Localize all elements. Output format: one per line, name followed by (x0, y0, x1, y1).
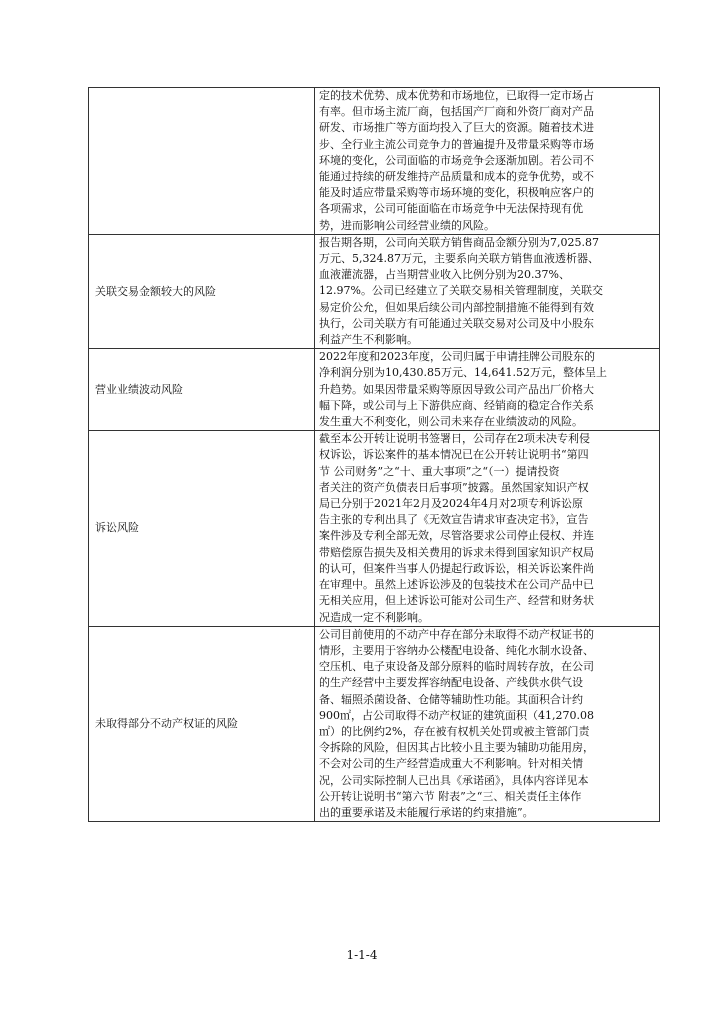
risk-name-cell (89, 88, 315, 235)
risk-description-line: 有率。但市场主流厂商，包括国产厂商和外资厂商对产品 (319, 105, 594, 119)
risk-description-line: 步、全行业主流公司竞争力的普遍提升及带量采购等市场 (319, 137, 594, 151)
risk-description-line: 况造成一定不利影响。 (319, 610, 429, 624)
risk-table-body (89, 88, 660, 822)
risk-description-line: 报告期各期，公司向关联方销售商品金额分别为7,025.87 (319, 235, 599, 249)
risk-description-line: 节 公司财务”之“十、重大事项”之“（一）提请投资 (319, 464, 560, 478)
risk-description-line: 的认可，但案件当事人仍提起行政诉讼，相关诉讼案件尚 (319, 561, 594, 575)
risk-description-line: 公开转让说明书“第六节 附表”之“三、相关责任主体作 (319, 789, 582, 803)
risk-description-cell (315, 431, 660, 626)
risk-row (89, 431, 660, 626)
risk-description-cell (315, 349, 660, 431)
risk-description-line: 执行，公司关联方有可能通过关联交易对公司及中小股东 (319, 316, 594, 330)
risk-description-line: 势，进而影响公司经营业绩的风险。 (319, 218, 495, 232)
risk-description-line: 空压机、电子束设备及部分原料的临时周转存放，在公司 (319, 660, 594, 674)
risk-description-line: 案件涉及专利全部无效，尽管洛要求公司停止侵权、并连 (319, 529, 594, 543)
risk-description-line: 无相关应用，但上述诉讼可能对公司生产、经营和财务状 (319, 594, 594, 608)
risk-name-cell: 营业业绩波动风险 (89, 349, 315, 431)
risk-description-line: 况，公司实际控制人已出具《承诺函》，具体内容详见本 (319, 773, 589, 787)
risk-description-cell (315, 234, 660, 348)
risk-description-line: 情形，主要用于容纳办公楼配电设备、纯化水制水设备、 (319, 643, 594, 657)
risk-description-line: 升趋势。如果因带量采购等原因导致公司产品出厂价格大 (319, 382, 594, 396)
risk-description-line: 万元、5,324.87万元，主要系向关联方销售血液透析器、 (319, 252, 599, 266)
risk-description-line: 能及时适应带量采购等市场环境的变化，积极响应客户的 (319, 186, 594, 200)
risk-description-line: 易定价公允，但如果后续公司内部控制措施不能得到有效 (319, 300, 594, 314)
risk-row (89, 234, 660, 348)
risk-description-line: 2022年度和2023年度，公司归属于申请挂牌公司股东的 (319, 350, 595, 364)
risk-description-line: 截至本公开转让说明书签署日，公司存在2项未决专利侵 (319, 432, 590, 446)
risk-description-line: 利益产生不利影响。 (319, 333, 418, 347)
risk-description-line: 令拆除的风险，但因其占比较小且主要为辅助功能用房， (319, 741, 594, 755)
risk-description-line: 的生产经营中主要发挥容纳配电设备、产线供水供气设 (319, 676, 583, 690)
risk-description-line: 备、辐照杀菌设备、仓储等辅助性功能。其面积合计约 (319, 692, 583, 706)
risk-name-cell: 诉讼风险 (89, 431, 315, 626)
risk-description-cell (315, 88, 660, 235)
risk-description-line: 研发、市场推广等方面均投入了巨大的资源。随着技术进 (319, 121, 594, 135)
risk-description-line: 幅下降，或公司与上下游供应商、经销商的稳定合作关系 (319, 398, 594, 412)
risk-description-line: 能通过持续的研发维持产品质量和成本的竞争优势，或不 (319, 170, 594, 184)
risk-description-line: 在审理中。虽然上述诉讼涉及的包装技术在公司产品中已 (319, 578, 594, 592)
risk-description-line: 不会对公司的生产经营造成重大不利影响。针对相关情 (319, 757, 583, 771)
risk-row (89, 88, 660, 235)
risk-name-cell: 未取得部分不动产权证的风险 (89, 626, 315, 821)
risk-description-line: 者关注的资产负债表日后事项”披露。虽然国家知识产权 (319, 480, 589, 494)
risk-description-line: 发生重大不利变化，则公司未来存在业绩波动的风险。 (319, 415, 583, 429)
risk-row (89, 349, 660, 431)
risk-description-cell (315, 626, 660, 821)
risk-description-line: 12.97%。公司已经建立了关联交易相关管理制度，关联交 (319, 284, 603, 298)
risk-name-cell: 关联交易金额较大的风险 (89, 234, 315, 348)
risk-description-line: 带赔偿原告损失及相关费用的诉求未得到国家知识产权局 (319, 545, 594, 559)
risk-description-line: 定的技术优势、成本优势和市场地位，已取得一定市场占 (319, 89, 594, 102)
risk-description-line: 各项需求，公司可能面临在市场竞争中无法保持现有优 (319, 202, 583, 216)
risk-description-line: 告主张的专利出具了《无效宣告请求审查决定书》，宣告 (319, 513, 589, 527)
risk-description-line: 环境的变化，公司面临的市场竞争会逐渐加剧。若公司不 (319, 153, 594, 167)
risk-table (88, 87, 660, 822)
risk-row (89, 626, 660, 821)
risk-description-line: ㎡）的比例约2%，存在被有权机关处罚或被主管部门责 (319, 724, 590, 738)
risk-description-line: 局已分别于2021年2月及2024年4月对2项专利诉讼原 (319, 497, 583, 511)
risk-description-line: 公司目前使用的不动产中存在部分未取得不动产权证书的 (319, 627, 594, 641)
risk-description-line: 血液灌流器，占当期营业收入比例分别为20.37%、 (319, 268, 570, 282)
page-number: 1-1-4 (346, 948, 378, 962)
risk-description-line: 权诉讼，诉讼案件的基本情况已在公开转让说明书“第四 (319, 448, 589, 462)
risk-description-line: 900㎡，占公司取得不动产权证的建筑面积（41,270.08 (319, 708, 594, 722)
risk-description-line: 净利润分别为10,430.85万元、14,641.52万元，整体呈上 (319, 366, 607, 380)
risk-description-line: 出的重要承诺及未能履行承诺的约束措施”。 (319, 805, 534, 819)
